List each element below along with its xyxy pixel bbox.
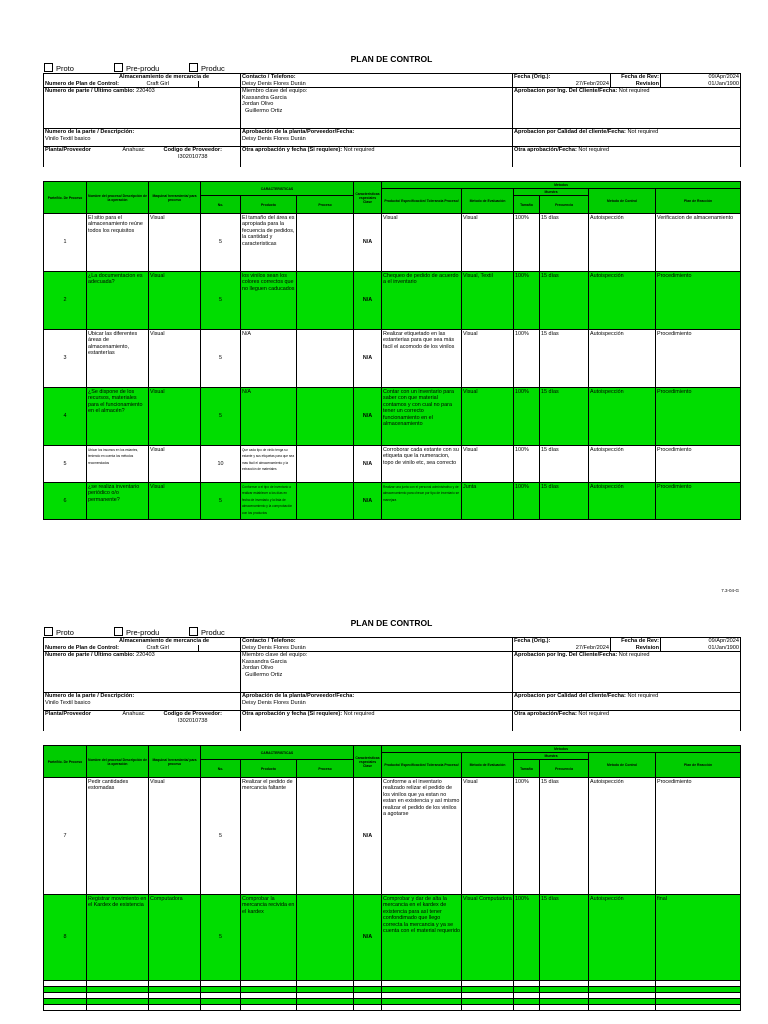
empty-cell (540, 1005, 589, 1011)
row-evaluation: Visual (462, 330, 514, 388)
col-reaction-plan: Plan de Reacción (656, 753, 741, 778)
plant-approval-label: Aprobación de la planta/Porveedor/Fecha: (242, 693, 355, 700)
row-control-method: Autoispección (589, 446, 656, 483)
page-title: PLAN DE CONTROL (350, 618, 433, 628)
row-part-number: 7 (44, 778, 87, 895)
part-value: 220403 (136, 88, 155, 95)
row-reaction-plan: Procedimiento (656, 330, 741, 388)
col-methods: Metodos (382, 182, 741, 189)
rev-date-label: Fecha de Rev: (611, 74, 661, 81)
empty-cell (514, 1005, 540, 1011)
table-row (44, 214, 741, 272)
part-value: 220403 (136, 652, 155, 659)
empty-cell (149, 1005, 201, 1011)
checkbox-proto[interactable]: Proto (44, 627, 74, 637)
checkbox-produccion[interactable]: Produc (189, 627, 225, 637)
description-value: Vinilo Textil basico (45, 699, 91, 706)
customer-quality-approval-label: Aprobacion por Calidad del cliente/Fecha: (514, 693, 626, 700)
row-specification: Comprobar y dar de alta la mercancia en el kardex de existencia para así tener confondimado que llego correcta la mercancia y ya se cuenta con el material requerido (382, 895, 462, 981)
rev-date-label: Fecha de Rev: (611, 638, 661, 645)
empty-cell (589, 1005, 656, 1011)
row-size: 100% (514, 778, 540, 895)
row-process (297, 214, 354, 272)
col-no: No. (201, 760, 241, 778)
row-reaction-plan: Procedimiento (656, 446, 741, 483)
row-specification: Realizar una junta con el personal administrativo y de almacenamiento para checar por tipo de inventario se manejara (382, 483, 462, 520)
table-row (44, 330, 741, 388)
row-evaluation: Visual Computadora (462, 895, 514, 981)
other-approval-date-value: Not required (578, 147, 610, 154)
plan-empty-cell (199, 645, 241, 652)
row-part-number: 2 (44, 272, 87, 330)
row-number: 5 (201, 778, 241, 895)
col-control-method: Metodo de Control (589, 189, 656, 214)
row-machine: Visual (149, 388, 201, 446)
part-label: Numero de parte / Ultimo cambio: (45, 88, 135, 95)
plant-value: Anahuac (122, 711, 145, 718)
rev-date-value: 09/Apr/2024 (661, 74, 741, 81)
col-reaction-plan: Plan de Reacción (656, 189, 741, 214)
contact-label: Contacto / Telefono: (241, 638, 513, 645)
customer-eng-approval-value: Not required (618, 88, 650, 95)
col-evaluation: Metodo de Evaluación (462, 753, 514, 778)
form-code: 7.3-04-G (721, 588, 739, 593)
row-frequency: 15 días (540, 330, 589, 388)
row-product: los vinilos sean los colores correctos que no lleguen caducados (241, 272, 297, 330)
row-process-name: ¿Se dispone de los recursos, materiales para el funcionamiento en el almacén? (87, 388, 149, 446)
row-control-method: Autoispección (589, 778, 656, 895)
row-reaction-plan: Procedimiento (656, 778, 741, 895)
row-number: 5 (201, 272, 241, 330)
row-number: 5 (201, 483, 241, 520)
row-frequency: 15 días (540, 778, 589, 895)
row-special-class: N/A (354, 778, 382, 895)
row-size: 100% (514, 483, 540, 520)
other-approval-label: Otra aprobación y fecha (Si requiere): (242, 711, 343, 718)
contact-label: Contacto / Telefono: (241, 74, 513, 81)
revision-value: 01/Jan/1900 (661, 81, 741, 88)
orig-date-label: Fecha (Orig.): (513, 638, 611, 645)
row-specification: Visual (382, 214, 462, 272)
row-process (297, 388, 354, 446)
row-machine: Visual (149, 214, 201, 272)
row-process-name: Pedir cantidades estomadas (87, 778, 149, 895)
row-part-number: 6 (44, 483, 87, 520)
description-value: Vinilo Textil basico (45, 135, 91, 142)
row-frequency: 15 días (540, 388, 589, 446)
checkbox-box[interactable] (189, 627, 198, 636)
row-size: 100% (514, 330, 540, 388)
row-size: 100% (514, 388, 540, 446)
plant-value: Anahuac (122, 147, 145, 154)
col-characteristics: CARACTERISTICAS (201, 746, 354, 760)
team-label: Miembro clave del equipo: (242, 88, 308, 95)
row-machine: Visual (149, 446, 201, 483)
description-label: Numero de la parte / Descripción: (45, 693, 135, 700)
col-frequency: Frecuencia (540, 760, 589, 778)
row-control-method: Autoispección (589, 272, 656, 330)
plan-label: Numero de Plan de Control: (44, 81, 146, 88)
table-row (44, 388, 741, 446)
rev-date-value: 09/Apr/2024 (661, 638, 741, 645)
orig-date-value: 27/Febr/2024 (513, 645, 611, 652)
row-special-class: N/A (354, 446, 382, 483)
col-process-name: Nombre del proceso/ Descripción de la operación (87, 182, 149, 214)
row-specification: Realizar etiquetado en las estanterias para que sea más facil el acomodo de los vinilos (382, 330, 462, 388)
contact-value: Deisy Denis Flores Durán (241, 645, 513, 652)
customer-eng-approval-label: Aprobacion por Ing. Del Cliente/Fecha: (514, 652, 618, 659)
row-process (297, 272, 354, 330)
col-methods: Metodos (382, 746, 741, 753)
empty-cell (354, 1005, 382, 1011)
team-member: Kassandra Garcia (242, 94, 287, 101)
row-process-name: Ubicar los insumos en los estantes, teniendo en cuenta los métodos recomendados (87, 446, 149, 483)
row-special-class: N/A (354, 214, 382, 272)
col-size: Tamaño (514, 760, 540, 778)
row-special-class: N/A (354, 388, 382, 446)
row-machine: Visual (149, 330, 201, 388)
col-product: Producto (241, 760, 297, 778)
row-frequency: 15 días (540, 214, 589, 272)
empty-cell (201, 1005, 241, 1011)
row-specification: Chequeo de pedido de acuerdo a el inventario (382, 272, 462, 330)
plan-value: Craft Girl (146, 645, 199, 652)
team-label: Miembro clave del equipo: (242, 652, 308, 659)
row-process (297, 778, 354, 895)
contact-value: Deisy Denis Flores Durán (241, 81, 513, 88)
row-frequency: 15 días (540, 483, 589, 520)
plant-label: Planta/Proveedor (45, 147, 92, 154)
part-label: Numero de parte / Ultimo cambio: (45, 652, 135, 659)
table-row (44, 483, 741, 520)
supplier-code-label: Codigo de Proveedor: (163, 147, 222, 154)
row-evaluation: Visual (462, 388, 514, 446)
row-product: N/A (241, 388, 297, 446)
customer-eng-approval-value: Not required (618, 652, 650, 659)
row-control-method: Autoispección (589, 330, 656, 388)
col-special-class: Caracteristicas especiales Clase (354, 182, 382, 214)
row-part-number: 5 (44, 446, 87, 483)
row-machine: Visual (149, 272, 201, 330)
col-product: Producto (241, 196, 297, 214)
team-member: Jordan Olivo (242, 665, 274, 672)
team-member: Guillermo Ortiz (245, 107, 283, 114)
row-special-class: N/A (354, 483, 382, 520)
row-part-number: 4 (44, 388, 87, 446)
row-process-name: Registrar movimiento en el Kardex de existencia (87, 895, 149, 981)
row-size: 100% (514, 272, 540, 330)
col-machine: Maquina/ herramienta/ para proceso (149, 182, 201, 214)
col-process: Proceso (297, 760, 354, 778)
plan-label: Numero de Plan de Control: (44, 645, 146, 652)
plant-approval-value: Deisy Denis Flores Durán (242, 135, 306, 142)
row-product: N/A (241, 330, 297, 388)
empty-cell (44, 1005, 87, 1011)
row-evaluation: Visual, Textil (462, 272, 514, 330)
storage-title: Almacenamiento de mercancia de (119, 74, 210, 80)
row-control-method: Autoispección (589, 214, 656, 272)
orig-date-value: 27/Febr/2024 (513, 81, 611, 88)
other-approval-date-label: Otra aprobación/Fecha: (514, 147, 577, 154)
row-number: 5 (201, 214, 241, 272)
row-number: 5 (201, 330, 241, 388)
row-special-class: N/A (354, 895, 382, 981)
col-special-class: Caracteristicas especiales Clase (354, 746, 382, 778)
row-special-class: N/A (354, 330, 382, 388)
team-member: Jordan Olivo (242, 101, 274, 108)
col-part: Parte/No. De Proceso (44, 182, 87, 214)
empty-cell (382, 1005, 462, 1011)
col-process-name: Nombre del proceso/ Descripción de la operación (87, 746, 149, 778)
other-approval-value: Not required (343, 711, 375, 718)
row-reaction-plan: Procedimiento (656, 483, 741, 520)
plant-label: Planta/Proveedor (45, 711, 92, 718)
team-cell (241, 652, 513, 693)
col-evaluation: Metodo de Evaluación (462, 189, 514, 214)
row-number: 5 (201, 895, 241, 981)
team-member: Kassandra Garcia (242, 658, 287, 665)
row-specification: Contar con un inventario para saber con que material contamos y con cual no para tener un correcto funcionamiento en el almacenamiento (382, 388, 462, 446)
plan-value: Craft Girl (146, 81, 199, 88)
checkbox-box[interactable] (189, 63, 198, 72)
supplier-code-value: I302010738 (177, 717, 208, 724)
row-number: 10 (201, 446, 241, 483)
team-member: Guillermo Ortiz (245, 671, 283, 678)
row-frequency: 15 días (540, 272, 589, 330)
table-row (44, 272, 741, 330)
plan-empty-cell (199, 81, 241, 88)
col-characteristics: CARACTERISTICAS (201, 182, 354, 196)
plant-approval-value: Deisy Denis Flores Durán (242, 699, 306, 706)
row-process-name: ¿se realiza inventario periódico o/o permanente? (87, 483, 149, 520)
row-process (297, 330, 354, 388)
row-evaluation: Visual (462, 778, 514, 895)
checkbox-box[interactable] (44, 63, 53, 72)
row-product: El tamaño del área es apropiada para la fecuencia de pedidos, la cantidad y caracteristicas (241, 214, 297, 272)
table-row (44, 446, 741, 483)
row-evaluation: Visual (462, 446, 514, 483)
revision-value: 01/Jan/1900 (661, 645, 741, 652)
row-part-number: 8 (44, 895, 87, 981)
row-frequency: 15 días (540, 446, 589, 483)
col-specification: Producto/ Especificación/ Tolerancia Proceso/ (382, 753, 462, 778)
row-product: Comprobar la mercancia recivida en el kardex (241, 895, 297, 981)
checkbox-produccion[interactable]: Produc (189, 63, 225, 73)
row-process-name: Ubicar las diferentes áreas de almacenamiento, estanterías (87, 330, 149, 388)
page-title: PLAN DE CONTROL (350, 54, 433, 64)
customer-quality-approval-value: Not required (627, 693, 659, 700)
header-block (43, 73, 740, 167)
other-approval-date-value: Not required (578, 711, 610, 718)
row-control-method: Autoispección (589, 895, 656, 981)
description-label: Numero de la parte / Descripción: (45, 129, 135, 136)
col-no: No. (201, 196, 241, 214)
supplier-code-label: Codigo de Proveedor: (163, 711, 222, 718)
plant-approval-label: Aprobación de la planta/Porveedor/Fecha: (242, 129, 355, 136)
revision-label: Revision (611, 645, 661, 652)
control-plan-table (43, 745, 740, 1011)
empty-cell (241, 1005, 297, 1011)
col-part: Parte/No. De Proceso (44, 746, 87, 778)
empty-row (44, 1005, 741, 1011)
row-machine: Visual (149, 483, 201, 520)
row-reaction-plan: final (656, 895, 741, 981)
checkbox-preproduccion[interactable]: Pre-produ (114, 627, 159, 637)
row-specification: Conforme a el inventario realizado relizar el pedido de los vinilos que ya estan no estan en existencia y así mismo realizar el pedido de los vinilos a agotarse (382, 778, 462, 895)
row-process (297, 483, 354, 520)
row-reaction-plan: Procedimiento (656, 272, 741, 330)
row-process (297, 446, 354, 483)
header-block (43, 637, 740, 731)
row-process (297, 895, 354, 981)
row-reaction-plan: Procedimiento (656, 388, 741, 446)
checkbox-preproduccion[interactable]: Pre-produ (114, 63, 159, 73)
other-approval-label: Otra aprobación y fecha (Si requiere): (242, 147, 343, 154)
row-control-method: Autoispección (589, 483, 656, 520)
empty-cell (297, 1005, 354, 1011)
other-approval-date-label: Otra aprobación/Fecha: (514, 711, 577, 718)
row-part-number: 1 (44, 214, 87, 272)
empty-cell (87, 1005, 149, 1011)
customer-quality-approval-value: Not required (627, 129, 659, 136)
customer-eng-approval-label: Aprobacion por Ing. Del Cliente/Fecha: (514, 88, 618, 95)
control-plan-table (43, 181, 740, 520)
empty-cell (462, 1005, 514, 1011)
row-process-name: El sitio para el almacenamiento reúne todos los requisitos (87, 214, 149, 272)
col-size: Tamaño (514, 196, 540, 214)
row-size: 100% (514, 446, 540, 483)
empty-cell (656, 1005, 741, 1011)
row-part-number: 3 (44, 330, 87, 388)
col-control-method: Metodo de Control (589, 753, 656, 778)
supplier-code-value: I302010738 (177, 153, 208, 160)
orig-date-label: Fecha (Orig.): (513, 74, 611, 81)
col-sample: Muestra (514, 753, 589, 760)
row-size: 100% (514, 895, 540, 981)
row-special-class: N/A (354, 272, 382, 330)
row-reaction-plan: Verificacion de almacenamiento (656, 214, 741, 272)
row-specification: Corroborar cada estante con su etiqueta que la numeracion, topo de vinilo etc, sea correcto (382, 446, 462, 483)
col-frequency: Frecuencia (540, 196, 589, 214)
row-frequency: 15 días (540, 895, 589, 981)
table-row (44, 895, 741, 981)
row-machine: Visual (149, 778, 201, 895)
row-machine: Computadora (149, 895, 201, 981)
other-approval-value: Not required (343, 147, 375, 154)
row-product: Realizar el pedido de mercancia faltante (241, 778, 297, 895)
row-evaluation: Visual (462, 214, 514, 272)
col-process: Proceso (297, 196, 354, 214)
table-row (44, 778, 741, 895)
revision-label: Revision (611, 81, 661, 88)
col-machine: Maquina/ herramienta/ para proceso (149, 746, 201, 778)
col-specification: Producto/ Especificación/ Tolerancia Proceso/ (382, 189, 462, 214)
row-evaluation: Junta (462, 483, 514, 520)
row-product: Conformar a el tipo de inventario a realizar establecer a los días en fecha de inventario y la lista de almacenamiento y la comprobación con los productos (241, 483, 297, 520)
checkbox-box[interactable] (114, 627, 123, 636)
row-size: 100% (514, 214, 540, 272)
row-control-method: Autoispección (589, 388, 656, 446)
row-number: 5 (201, 388, 241, 446)
checkbox-box[interactable] (44, 627, 53, 636)
row-product: Que cada tipo de vinilo tenga su estante y sus etiquetas para que sea mas fácil el almacenamiento y la extracción de materiales (241, 446, 297, 483)
storage-title: Almacenamiento de mercancia de (119, 638, 210, 644)
team-cell (241, 88, 513, 129)
checkbox-box[interactable] (114, 63, 123, 72)
customer-quality-approval-label: Aprobacion por Calidad del cliente/Fecha: (514, 129, 626, 136)
row-process-name: ¿La documentacion es adecuada? (87, 272, 149, 330)
col-sample: Muestra (514, 189, 589, 196)
checkbox-proto[interactable]: Proto (44, 63, 74, 73)
